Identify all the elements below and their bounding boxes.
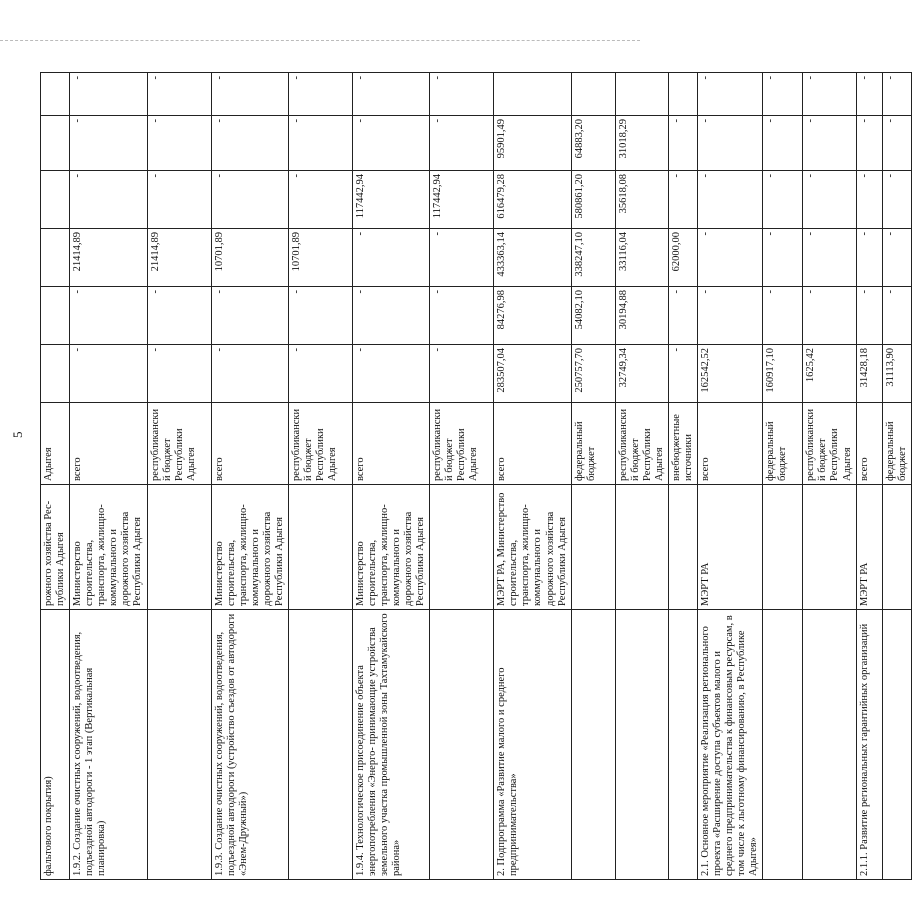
- value-cell: 84276,98: [494, 287, 571, 345]
- value-cell: -: [698, 116, 763, 171]
- value-cell: 21414,89: [147, 229, 211, 287]
- table-row: [211, 30, 288, 880]
- value-cell: -: [352, 229, 429, 287]
- executor-cell: МЭРТ РА: [856, 485, 882, 610]
- value-cell: -: [70, 345, 147, 403]
- table-row: [856, 30, 882, 880]
- value-cell: 433363,14: [494, 229, 571, 287]
- event-name-cell: [668, 610, 697, 880]
- value-cell: -: [763, 229, 803, 287]
- table-row: [803, 30, 856, 880]
- value-cell: -: [803, 171, 856, 229]
- value-cell: 31018,29: [615, 116, 668, 171]
- executor-cell: [763, 485, 803, 610]
- funding-source-cell: всего: [494, 403, 571, 485]
- value-cell: -: [147, 116, 211, 171]
- value-cell: 32749,34: [615, 345, 668, 403]
- event-name-cell: [430, 610, 494, 880]
- value-cell: -: [856, 73, 882, 116]
- value-cell: -: [288, 171, 352, 229]
- value-cell: -: [352, 287, 429, 345]
- funding-source-cell: республиканский бюджет Республики Адыгея: [147, 403, 211, 485]
- value-cell: -: [147, 171, 211, 229]
- page-number: 5: [10, 431, 25, 438]
- value-cell: [41, 171, 70, 229]
- value-cell: [571, 73, 615, 116]
- value-cell: 162542,52: [698, 345, 763, 403]
- value-cell: 117442,94: [430, 171, 494, 229]
- table-row: [352, 30, 429, 880]
- event-name-cell: фальтового покрытия): [41, 610, 70, 880]
- table-row: [430, 30, 494, 880]
- value-cell: -: [803, 287, 856, 345]
- value-cell: 35618,08: [615, 171, 668, 229]
- table-row: [494, 30, 571, 880]
- funding-source-cell: всего: [856, 403, 882, 485]
- event-name-cell: [288, 610, 352, 880]
- funding-source-cell: республиканский бюджет Республики Адыгея: [803, 403, 856, 485]
- table-row: [882, 30, 911, 880]
- value-cell: 580861,20: [571, 171, 615, 229]
- event-name-cell: 2.1. Основное мероприятие «Реализация регионального проекта «Расширение доступа субъектов малого и среднего предпринимательства к финансовым ресурсам, в том числе к льготному финансированию, в Республике Адыгея»: [698, 610, 763, 880]
- value-cell: -: [211, 171, 288, 229]
- funding-source-cell: федеральный бюджет: [882, 403, 911, 485]
- value-cell: -: [698, 229, 763, 287]
- executor-cell: [615, 485, 668, 610]
- funding-source-cell: республиканский бюджет Республики Адыгея: [615, 403, 668, 485]
- table-body: [41, 30, 912, 880]
- value-cell: -: [211, 73, 288, 116]
- event-name-cell: [615, 610, 668, 880]
- value-cell: -: [70, 116, 147, 171]
- value-cell: -: [763, 171, 803, 229]
- value-cell: [41, 287, 70, 345]
- value-cell: 33116,04: [615, 229, 668, 287]
- funding-source-cell: республиканский бюджет Республики Адыгея: [430, 403, 494, 485]
- value-cell: -: [763, 73, 803, 116]
- event-name-cell: [803, 610, 856, 880]
- value-cell: -: [70, 73, 147, 116]
- value-cell: [668, 73, 697, 116]
- value-cell: 95901,49: [494, 116, 571, 171]
- value-cell: 10701,89: [288, 229, 352, 287]
- value-cell: -: [352, 73, 429, 116]
- value-cell: -: [882, 116, 911, 171]
- executor-cell: Министерство строительства, транспорта, жилищно-коммунального и дорожного хозяйства Республики Адыгея: [352, 485, 429, 610]
- table-row: [763, 30, 803, 880]
- value-cell: 338247,10: [571, 229, 615, 287]
- value-cell: -: [430, 229, 494, 287]
- value-cell: -: [803, 229, 856, 287]
- table-row: [698, 30, 763, 880]
- value-cell: 31113,90: [882, 345, 911, 403]
- value-cell: 160917,10: [763, 345, 803, 403]
- value-cell: 250757,70: [571, 345, 615, 403]
- funding-source-cell: внебюджетные источники: [668, 403, 697, 485]
- table-row: [615, 30, 668, 880]
- value-cell: -: [70, 171, 147, 229]
- value-cell: -: [211, 287, 288, 345]
- value-cell: -: [147, 345, 211, 403]
- table-row: [668, 30, 697, 880]
- event-name-cell: [763, 610, 803, 880]
- table-row: [288, 30, 352, 880]
- value-cell: -: [430, 73, 494, 116]
- executor-cell: [147, 485, 211, 610]
- value-cell: [41, 73, 70, 116]
- value-cell: -: [147, 73, 211, 116]
- value-cell: -: [211, 116, 288, 171]
- value-cell: 30194,88: [615, 287, 668, 345]
- value-cell: 117442,94: [352, 171, 429, 229]
- value-cell: 616479,28: [494, 171, 571, 229]
- executor-cell: [882, 485, 911, 610]
- value-cell: -: [882, 73, 911, 116]
- executor-cell: Министерство строительства, транспорта, жилищно-коммунального и дорожного хозяйства Республики Адыгея: [211, 485, 288, 610]
- event-name-cell: [147, 610, 211, 880]
- value-cell: -: [288, 73, 352, 116]
- funding-source-cell: федеральный бюджет: [763, 403, 803, 485]
- value-cell: -: [147, 287, 211, 345]
- value-cell: -: [698, 287, 763, 345]
- value-cell: [41, 345, 70, 403]
- funding-source-cell: федеральный бюджет: [571, 403, 615, 485]
- budget-table: [40, 29, 912, 880]
- table-row: [70, 30, 147, 880]
- value-cell: -: [430, 287, 494, 345]
- value-cell: 64883,20: [571, 116, 615, 171]
- value-cell: -: [803, 116, 856, 171]
- executor-cell: [803, 485, 856, 610]
- funding-source-cell: всего: [698, 403, 763, 485]
- executor-cell: МЭРТ РА, Министерство строительства, транспорта, жилищно-коммунального и дорожного хозяйства Республики Адыгея: [494, 485, 571, 610]
- value-cell: -: [352, 345, 429, 403]
- rotated-page: [40, 30, 908, 880]
- value-cell: 1625,42: [803, 345, 856, 403]
- executor-cell: [430, 485, 494, 610]
- value-cell: 283507,04: [494, 345, 571, 403]
- value-cell: -: [698, 73, 763, 116]
- event-name-cell: 1.9.2. Создание очистных сооружений, водоотведения, подъездной автодороги - 1 этап (Вертикальная планировка): [70, 610, 147, 880]
- value-cell: -: [352, 116, 429, 171]
- event-name-cell: [571, 610, 615, 880]
- value-cell: -: [288, 345, 352, 403]
- value-cell: -: [70, 287, 147, 345]
- value-cell: -: [668, 345, 697, 403]
- value-cell: 62000,00: [668, 229, 697, 287]
- event-name-cell: 1.9.4. Технологическое присоединение объекта энергопотребления «Энерго- принимающие устройства земельного участка промышленной зоны Тахтамукайского района»: [352, 610, 429, 880]
- event-name-cell: 1.9.3. Создание очистных сооружений, водоотведения, подъездной автодороги (устройство съездов от автодороги «Энем-Дружный»): [211, 610, 288, 880]
- value-cell: -: [856, 287, 882, 345]
- value-cell: [41, 116, 70, 171]
- executor-cell: [288, 485, 352, 610]
- executor-cell: МЭРТ РА: [698, 485, 763, 610]
- value-cell: 31428,18: [856, 345, 882, 403]
- funding-source-cell: всего: [70, 403, 147, 485]
- executor-cell: рожного хозяйства Рес-публики Адыгея: [41, 485, 70, 610]
- funding-source-cell: всего: [352, 403, 429, 485]
- event-name-cell: 2. Подпрограмма «Развитие малого и среднего предпринимательства»: [494, 610, 571, 880]
- value-cell: [615, 73, 668, 116]
- table-row: [41, 30, 70, 880]
- value-cell: -: [882, 171, 911, 229]
- value-cell: -: [803, 73, 856, 116]
- value-cell: -: [856, 229, 882, 287]
- event-name-cell: 2.1.1. Развитие региональных гарантийных организаций: [856, 610, 882, 880]
- value-cell: -: [668, 287, 697, 345]
- value-cell: 54082,10: [571, 287, 615, 345]
- value-cell: -: [698, 171, 763, 229]
- value-cell: -: [430, 116, 494, 171]
- value-cell: 10701,89: [211, 229, 288, 287]
- value-cell: -: [668, 116, 697, 171]
- value-cell: -: [430, 345, 494, 403]
- executor-cell: [668, 485, 697, 610]
- table-row: [571, 30, 615, 880]
- funding-source-cell: республиканский бюджет Республики Адыгея: [288, 403, 352, 485]
- value-cell: -: [882, 287, 911, 345]
- value-cell: [494, 73, 571, 116]
- value-cell: -: [856, 171, 882, 229]
- value-cell: -: [882, 229, 911, 287]
- value-cell: -: [288, 116, 352, 171]
- event-name-cell: [882, 610, 911, 880]
- value-cell: -: [211, 345, 288, 403]
- funding-source-cell: Адыгея: [41, 403, 70, 485]
- executor-cell: [571, 485, 615, 610]
- table-row: [147, 30, 211, 880]
- value-cell: -: [668, 171, 697, 229]
- value-cell: 21414,89: [70, 229, 147, 287]
- value-cell: -: [763, 116, 803, 171]
- funding-source-cell: всего: [211, 403, 288, 485]
- value-cell: -: [763, 287, 803, 345]
- value-cell: -: [288, 287, 352, 345]
- executor-cell: Министерство строительства, транспорта, жилищно-коммунального и дорожного хозяйства Республики Адыгея: [70, 485, 147, 610]
- value-cell: -: [856, 116, 882, 171]
- value-cell: [41, 229, 70, 287]
